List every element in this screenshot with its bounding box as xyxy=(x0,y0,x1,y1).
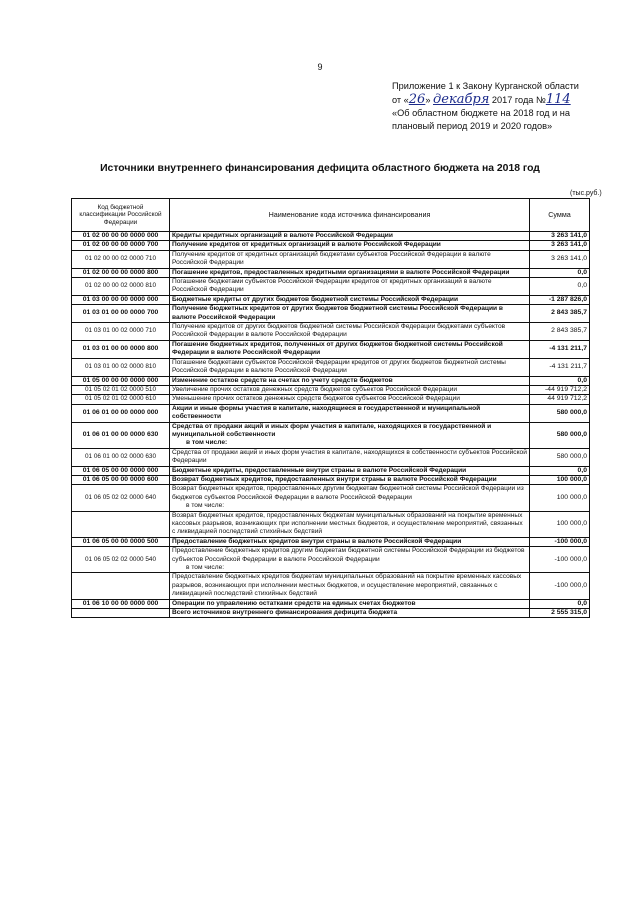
row-name: Уменьшение прочих остатков денежных средств бюджетов субъектов Российской Федерации xyxy=(172,395,460,403)
units-label: (тыс.руб.) xyxy=(570,190,602,197)
row-amount: 580 000,0 xyxy=(530,404,590,422)
table-row xyxy=(72,250,590,268)
row-code: 01 02 00 00 00 0000 700 xyxy=(72,241,170,250)
row-amount: -100 000,0 xyxy=(530,547,590,573)
table-row xyxy=(72,385,590,394)
row-name-cell xyxy=(170,404,530,422)
row-code: 01 06 05 02 02 0000 640 xyxy=(72,485,170,511)
table-row xyxy=(72,278,590,296)
row-name: Возврат бюджетных кредитов, предоставленных бюджетам муниципальных образований на покрытие временных кассовых разрывов, возникающих при исполнении местных бюджетов, и осуществление мероприятий, связанных с ликвидацией последствий стихийных бедствий xyxy=(172,511,523,536)
row-amount: -4 131 211,7 xyxy=(530,340,590,358)
row-amount: 44 919 712,2 xyxy=(530,395,590,404)
row-name-cell xyxy=(170,537,530,546)
row-amount: 2 555 315,0 xyxy=(530,609,590,618)
row-code: 01 03 01 00 02 0000 810 xyxy=(72,358,170,376)
appendix-quote: » xyxy=(425,95,431,105)
table-row xyxy=(72,599,590,608)
row-code: 01 02 00 00 00 0000 000 xyxy=(72,232,170,241)
row-name-cell xyxy=(170,305,530,323)
row-name-cell xyxy=(170,466,530,475)
appendix-line-3: «Об областном бюджете на 2018 год и на xyxy=(392,108,570,118)
row-name-cell xyxy=(170,511,530,537)
table-row xyxy=(72,466,590,475)
row-name-cell xyxy=(170,241,530,250)
row-amount: 0,0 xyxy=(530,278,590,296)
appendix-header xyxy=(392,80,632,133)
header-name: Наименование кода источника финансирования xyxy=(170,199,530,232)
row-name-cell xyxy=(170,340,530,358)
row-name: Увеличение прочих остатков денежных средств бюджетов субъектов Российской Федерации xyxy=(172,385,458,393)
row-name-cell xyxy=(170,250,530,268)
row-name: Средства от продажи акций и иных форм участия в капитале, находящихся в собственности субъектов Российской Федерации xyxy=(172,448,527,465)
row-name: Операции по управлению остатками средств на единых счетах бюджетов xyxy=(172,599,416,607)
row-code: 01 06 05 00 00 0000 600 xyxy=(72,475,170,484)
row-amount: 3 263 141,0 xyxy=(530,250,590,268)
row-name: Всего источников внутреннего финансирования дефицита бюджета xyxy=(172,609,398,617)
row-subnote: в том числе: xyxy=(186,439,228,447)
row-code: 01 06 05 00 00 0000 500 xyxy=(72,537,170,546)
table-row xyxy=(72,511,590,537)
header-sum: Сумма xyxy=(530,199,590,232)
row-name-cell xyxy=(170,448,530,466)
table-row xyxy=(72,422,590,448)
row-name: Погашение бюджетами субъектов Российской Федерации кредитов от кредитных организаций в валюте Российской Федерации xyxy=(172,278,492,294)
row-amount: 2 843 385,7 xyxy=(530,305,590,323)
table-row xyxy=(72,376,590,385)
row-code xyxy=(72,609,170,618)
table-row xyxy=(72,358,590,376)
row-subnote: в том числе: xyxy=(186,502,225,510)
row-name-cell xyxy=(170,295,530,304)
row-code xyxy=(72,573,170,599)
row-amount: 580 000,0 xyxy=(530,448,590,466)
row-name: Погашение бюджетных кредитов, полученных от других бюджетов бюджетной системы Российской Федерации в валюте Российской Федерации xyxy=(172,340,503,357)
appendix-line-1: Приложение 1 к Закону Курганской области xyxy=(392,81,579,91)
row-name: Кредиты кредитных организаций в валюте Российской Федерации xyxy=(172,232,393,239)
row-name: Предоставление бюджетных кредитов бюджетам муниципальных образований на покрытие временных кассовых разрывов, возникающих при исполнении местных бюджетов, и осуществление мероприятий, связанных с ликвидацией последствий стихийных бедствий xyxy=(172,573,522,598)
row-name-cell xyxy=(170,358,530,376)
row-amount: 100 000,0 xyxy=(530,475,590,484)
table-row xyxy=(72,395,590,404)
handwritten-month: декабря xyxy=(433,92,490,107)
row-name-cell xyxy=(170,395,530,404)
row-name: Бюджетные кредиты от других бюджетов бюджетной системы Российской Федерации xyxy=(172,295,458,303)
table-row xyxy=(72,305,590,323)
handwritten-number: 114 xyxy=(545,92,571,107)
row-name-cell xyxy=(170,547,530,573)
row-code: 01 03 01 00 00 0000 700 xyxy=(72,305,170,323)
row-amount: -44 919 712,2 xyxy=(530,385,590,394)
table-row xyxy=(72,573,590,599)
row-name-cell xyxy=(170,232,530,241)
row-name-cell xyxy=(170,385,530,394)
row-name: Предоставление бюджетных кредитов другим бюджетам бюджетной системы Российской Федерации из бюджетов субъектов Российской Федерации в валюте Российской Федерации xyxy=(172,547,525,563)
table-row xyxy=(72,475,590,484)
row-name: Получение кредитов от других бюджетов бюджетной системы Российской Федерации бюджетами субъектов Российской Федерации в валюте Российской Федерации xyxy=(172,323,506,339)
row-name-cell xyxy=(170,268,530,277)
row-name: Бюджетные кредиты, предоставленные внутри страны в валюте Российской Федерации xyxy=(172,466,467,474)
row-amount: -100 000,0 xyxy=(530,573,590,599)
row-code: 01 05 00 00 00 0000 000 xyxy=(72,376,170,385)
row-name: Возврат бюджетных кредитов, предоставленных внутри страны в валюте Российской Федерации xyxy=(172,475,497,483)
page-number: 9 xyxy=(317,62,323,72)
financing-sources-table xyxy=(71,198,590,618)
table-header-row xyxy=(72,199,590,232)
row-amount: 3 263 141,0 xyxy=(530,232,590,241)
row-name: Получение бюджетных кредитов от других бюджетов бюджетной системы Российской Федерации в валюте Российской Федерации xyxy=(172,305,503,321)
row-amount: 2 843 385,7 xyxy=(530,323,590,341)
row-amount: 0,0 xyxy=(530,599,590,608)
table-row xyxy=(72,232,590,241)
appendix-line-2 xyxy=(392,93,632,107)
table-row xyxy=(72,485,590,511)
table-row xyxy=(72,609,590,618)
appendix-from: от « xyxy=(392,95,409,105)
table-body xyxy=(72,232,590,618)
row-code: 01 05 02 01 02 0000 510 xyxy=(72,385,170,394)
row-name: Получение кредитов от кредитных организаций в валюте Российской Федерации xyxy=(172,241,441,249)
row-name: Погашение бюджетами субъектов Российской Федерации кредитов от других бюджетов бюджетной системы Российской Федерации в валюте Российской Федерации xyxy=(172,358,506,375)
row-code: 01 06 05 00 00 0000 000 xyxy=(72,466,170,475)
row-name-cell xyxy=(170,609,530,618)
row-code: 01 06 01 00 00 0000 000 xyxy=(72,404,170,422)
table-row xyxy=(72,295,590,304)
row-name: Акции и иные формы участия в капитале, находящиеся в государственной и муниципальной собственности xyxy=(172,404,481,421)
row-code: 01 06 10 00 00 0000 000 xyxy=(72,599,170,608)
table-row xyxy=(72,268,590,277)
row-code: 01 03 00 00 00 0000 000 xyxy=(72,295,170,304)
row-amount: 3 263 141,0 xyxy=(530,241,590,250)
row-amount: 0,0 xyxy=(530,466,590,475)
row-name-cell xyxy=(170,573,530,599)
row-code: 01 06 05 02 02 0000 540 xyxy=(72,547,170,573)
row-subnote: в том числе: xyxy=(186,564,225,572)
row-name: Возврат бюджетных кредитов, предоставленных другим бюджетам бюджетной системы Российской Федерации из бюджетов субъектов Российской Федерации в валюте Российской Федерации xyxy=(172,485,524,501)
handwritten-day: 26 xyxy=(408,92,426,107)
row-name-cell xyxy=(170,485,530,511)
row-amount: 580 000,0 xyxy=(530,422,590,448)
row-code: 01 02 00 00 00 0000 800 xyxy=(72,268,170,277)
row-name-cell xyxy=(170,278,530,296)
table-row xyxy=(72,537,590,546)
row-code: 01 02 00 00 02 0000 810 xyxy=(72,278,170,296)
row-name-cell xyxy=(170,376,530,385)
row-name-cell xyxy=(170,323,530,341)
row-amount: -1 287 826,0 xyxy=(530,295,590,304)
table-row xyxy=(72,547,590,573)
table-row xyxy=(72,323,590,341)
table-row xyxy=(72,241,590,250)
table-row xyxy=(72,340,590,358)
row-amount: 0,0 xyxy=(530,268,590,277)
row-code: 01 02 00 00 02 0000 710 xyxy=(72,250,170,268)
appendix-line-4: плановый период 2019 и 2020 годов» xyxy=(392,121,553,131)
row-name: Погашение кредитов, предоставленных кредитными организациями в валюте Российской Федерации xyxy=(172,268,510,276)
row-code xyxy=(72,511,170,537)
row-name-cell xyxy=(170,475,530,484)
row-amount: -100 000,0 xyxy=(530,537,590,546)
document-title: Источники внутреннего финансирования дефицита областного бюджета на 2018 год xyxy=(100,163,540,174)
row-code: 01 06 01 00 00 0000 630 xyxy=(72,422,170,448)
appendix-year: 2017 года № xyxy=(491,95,546,105)
table-row xyxy=(72,404,590,422)
row-name: Изменение остатков средств на счетах по учету средств бюджетов xyxy=(172,376,393,384)
row-amount: -4 131 211,7 xyxy=(530,358,590,376)
row-amount: 100 000,0 xyxy=(530,485,590,511)
row-amount: 100 000,0 xyxy=(530,511,590,537)
table-row xyxy=(72,448,590,466)
row-name-cell xyxy=(170,599,530,608)
header-code: Код бюджетной классификации Российской Федерации xyxy=(72,199,170,232)
row-code: 01 06 01 00 02 0000 630 xyxy=(72,448,170,466)
row-name: Получение кредитов от кредитных организаций бюджетами субъектов Российской Федерации в валюте Российской Федерации xyxy=(172,250,491,267)
row-code: 01 03 01 00 00 0000 800 xyxy=(72,340,170,358)
row-name-cell xyxy=(170,422,530,448)
row-name: Предоставление бюджетных кредитов внутри страны в валюте Российской Федерации xyxy=(172,537,462,545)
row-code: 01 05 02 01 02 0000 610 xyxy=(72,395,170,404)
row-code: 01 03 01 00 02 0000 710 xyxy=(72,323,170,341)
row-name: Средства от продажи акций и иных форм участия в капитале, находящихся в государственной и муниципальной собственности xyxy=(172,422,492,438)
row-amount: 0,0 xyxy=(530,376,590,385)
